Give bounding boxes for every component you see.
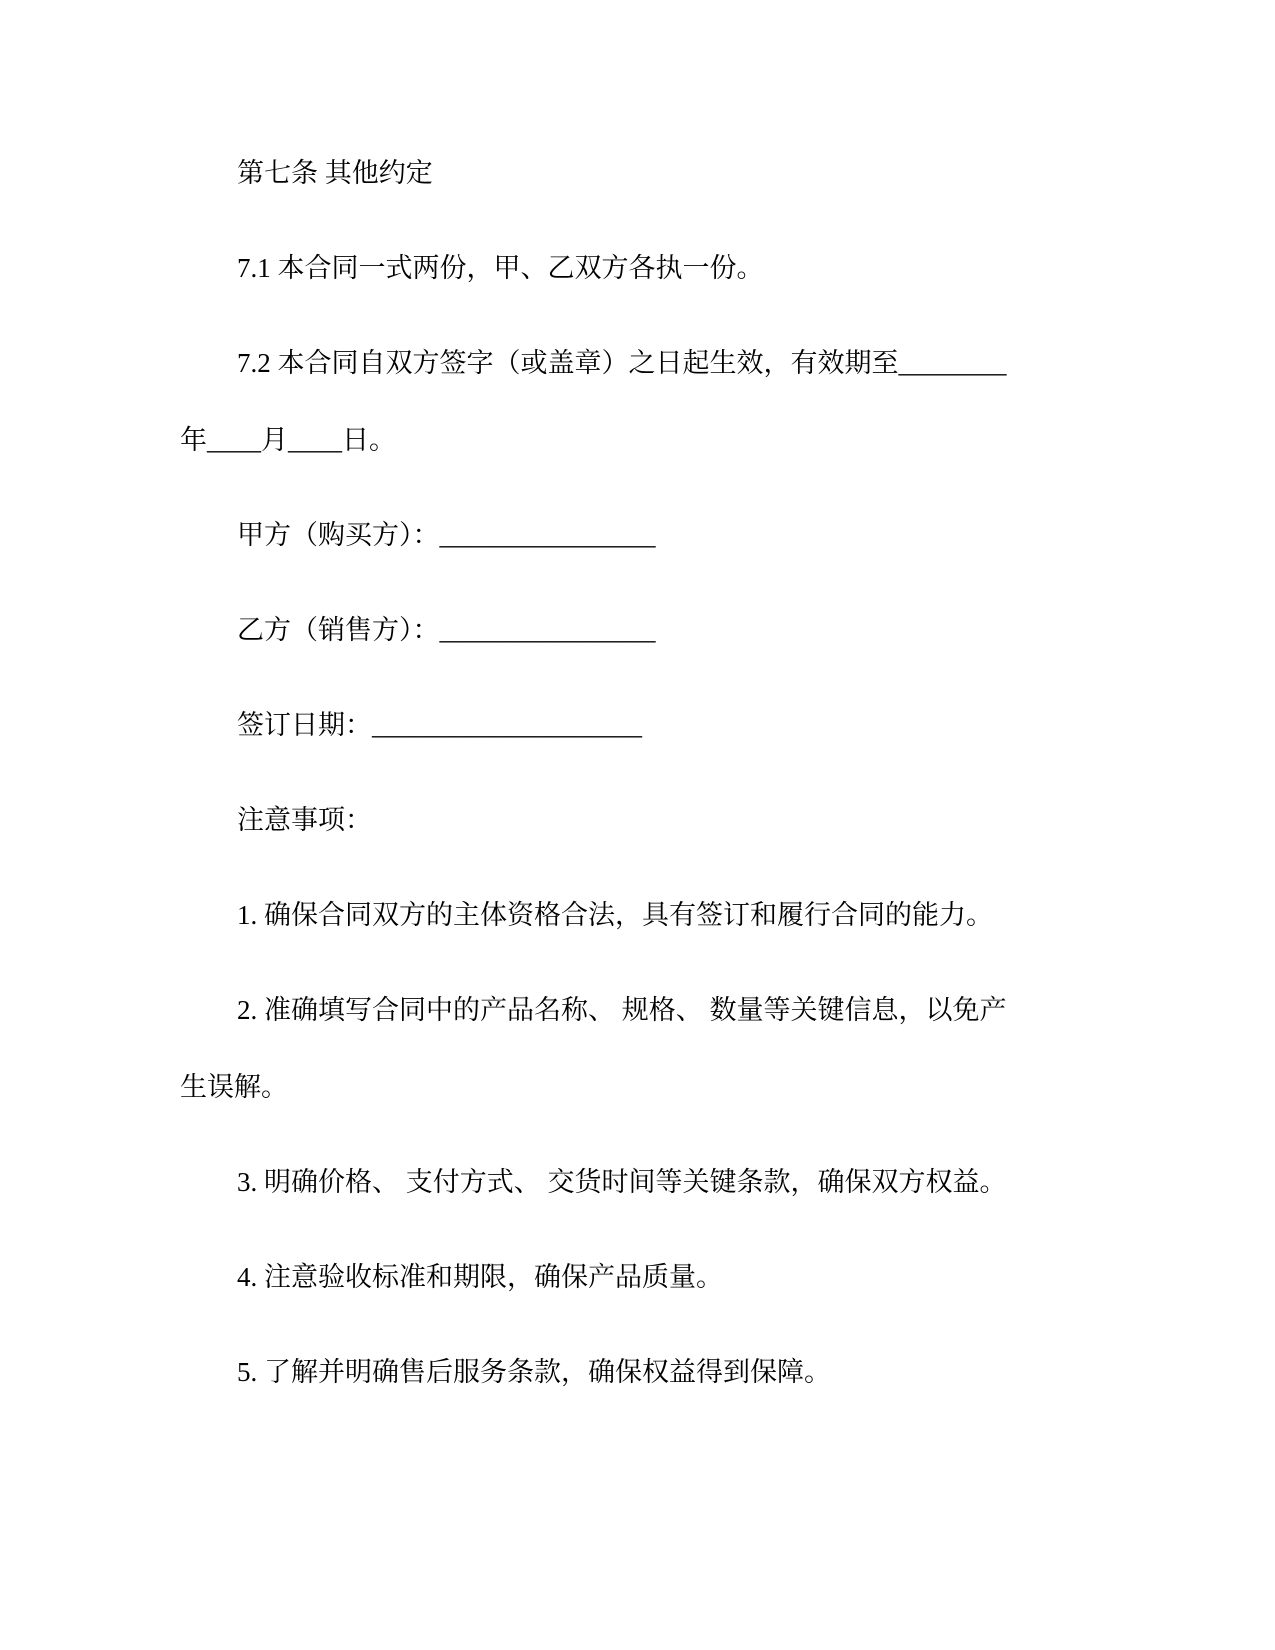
party-a-signature-blank: 甲方（购买方）：________________ [237, 520, 656, 550]
party-a-signature-row [180, 497, 1080, 574]
article-7-heading [180, 135, 1080, 212]
clause-7-2-line-2: 年____月____日。 [180, 425, 396, 455]
note-item-4 [180, 1239, 1080, 1316]
signing-date-blank: 签订日期：____________________ [237, 710, 642, 740]
contract-body [180, 135, 1080, 1429]
note-item-5-text: 5. 了解并明确售后服务条款，确保权益得到保障。 [237, 1357, 831, 1387]
clause-7-2 [180, 325, 1080, 479]
notes-heading [180, 782, 1080, 859]
note-item-3 [180, 1144, 1080, 1221]
note-item-1 [180, 877, 1080, 954]
note-item-4-text: 4. 注意验收标准和期限，确保产品质量。 [237, 1262, 723, 1292]
signing-date-row [180, 687, 1080, 764]
note-item-2 [180, 972, 1080, 1126]
party-b-signature-blank: 乙方（销售方）：________________ [237, 615, 656, 645]
party-b-signature-row [180, 592, 1080, 669]
note-item-2-line-2: 生误解。 [180, 1072, 288, 1102]
clause-7-2-line-1: 7.2 本合同自双方签字（或盖章）之日起生效，有效期至________ [237, 348, 1007, 378]
note-item-3-text: 3. 明确价格、 支付方式、 交货时间等关键条款，确保双方权益。 [237, 1167, 1007, 1197]
note-item-5 [180, 1334, 1080, 1411]
clause-7-1-text: 7.1 本合同一式两份，甲、乙双方各执一份。 [237, 253, 764, 283]
note-item-2-line-1: 2. 准确填写合同中的产品名称、 规格、 数量等关键信息，以免产 [237, 995, 1007, 1025]
note-item-1-text: 1. 确保合同双方的主体资格合法，具有签订和履行合同的能力。 [237, 900, 993, 930]
clause-7-1 [180, 230, 1080, 307]
notes-heading-text: 注意事项： [237, 805, 372, 835]
article-7-heading-text: 第七条 其他约定 [237, 158, 433, 188]
